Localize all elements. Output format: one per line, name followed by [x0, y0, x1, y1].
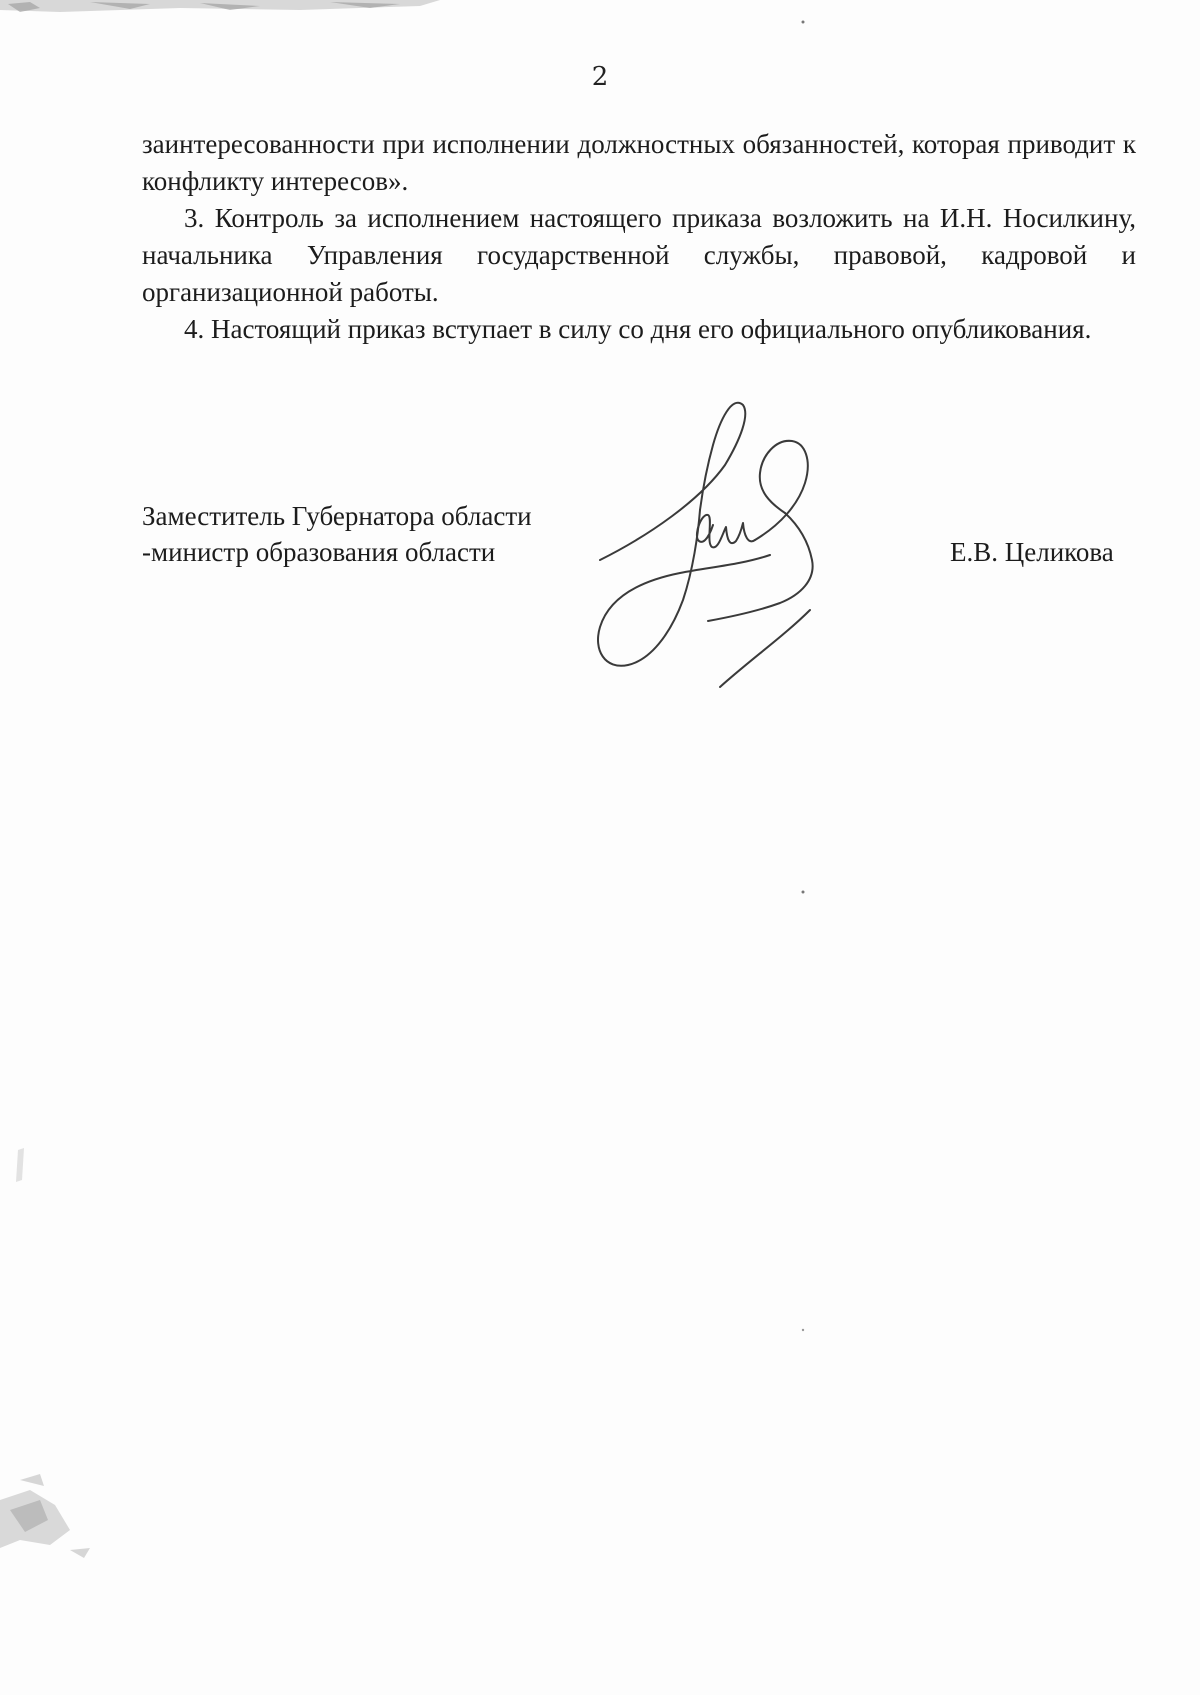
page-number: 2 — [591, 62, 609, 92]
signatory-position — [142, 498, 602, 570]
paragraph-effective-date-clause: 4. Настоящий приказ вступает в силу со дня его официального опубликования. — [184, 314, 1092, 344]
signatory-name: Е.В. Целикова — [950, 537, 1114, 567]
paragraph-continuation: заинтересованности при исполнении должностных обязанностей, которая приводит к конфликту интересов». — [142, 129, 1136, 196]
signatory-position-line-2: -министр образования области — [142, 537, 496, 567]
paragraph-control-clause: 3. Контроль за исполнением настоящего приказа возложить на И.Н. Носилкину, начальника Управления государственной службы, правовой, кадровой и организационной работы. — [142, 203, 1136, 307]
signatory-position-line-1: Заместитель Губернатора области — [142, 501, 532, 531]
document-body — [142, 126, 1136, 348]
handwritten-signature-icon — [580, 395, 900, 715]
